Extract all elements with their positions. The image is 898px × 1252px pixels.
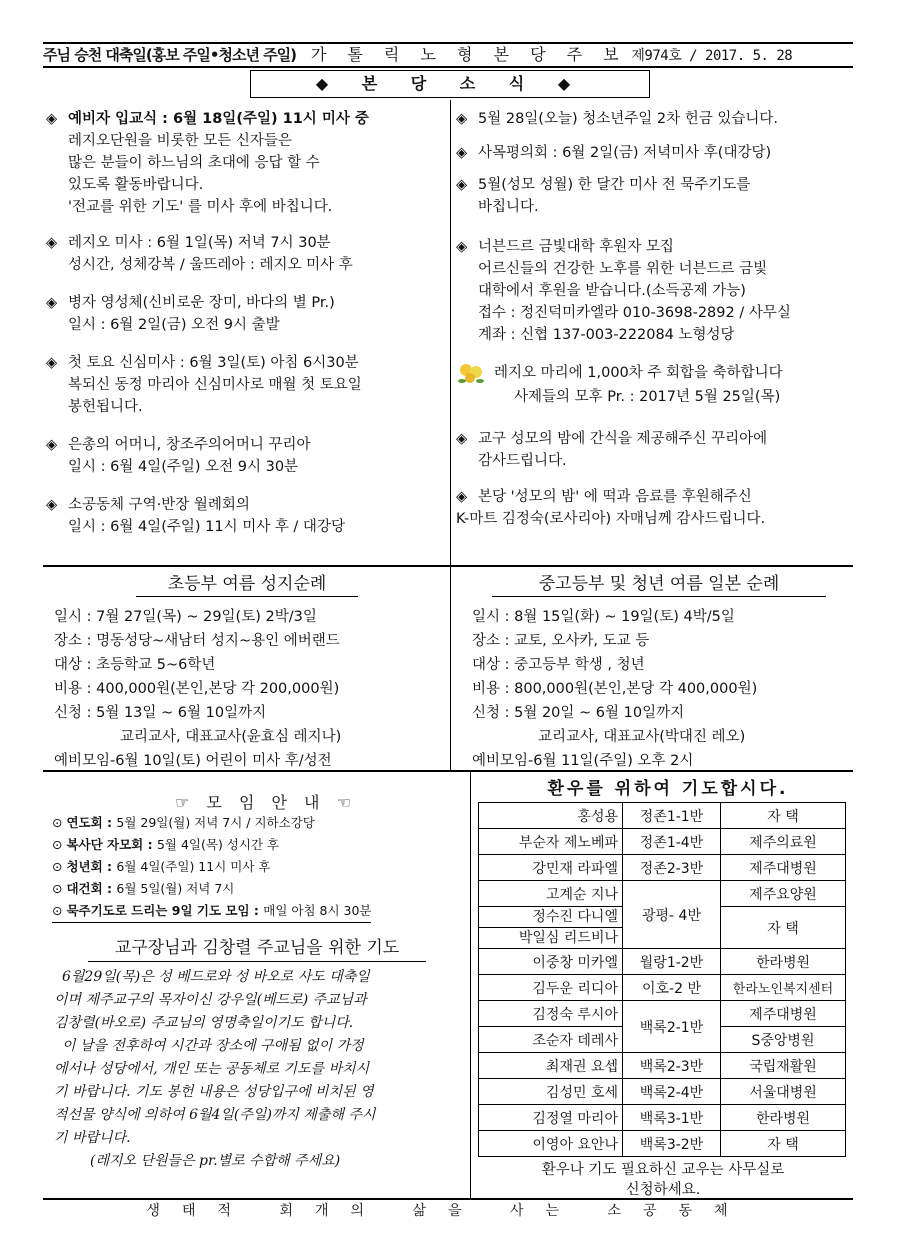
- news-text: 레지오 미사 : 6월 1일(목) 저녁 7시 30분: [68, 235, 331, 251]
- divider: [43, 565, 853, 567]
- news-text: 바칩니다.: [478, 199, 539, 215]
- sick-area: 백록2-1반: [623, 1001, 721, 1053]
- sick-place: 제주대병원: [721, 1001, 846, 1027]
- news-line: [46, 292, 446, 314]
- meeting-item: [52, 856, 371, 878]
- youth-trip-title: 중고등부 및 청년 여름 일본 순례: [492, 572, 826, 597]
- news-text: 레지오단원을 비롯한 모든 신자들은: [68, 133, 292, 149]
- sick-name: 이중창 미카엘: [479, 949, 623, 975]
- news-line: [46, 516, 446, 538]
- sick-place: 한라병원: [721, 949, 846, 975]
- sick-area: 월랑1-2반: [623, 949, 721, 975]
- sick-name: 김정숙 루시아: [479, 1001, 623, 1027]
- news-line: [456, 108, 854, 130]
- sick-name: 김두운 리디아: [479, 975, 623, 1001]
- news-text: 병자 영성체(신비로운 장미, 바다의 별 Pr.): [68, 295, 335, 311]
- trip-line: 일시 : 7월 27일(목) ~ 29일(토) 2박/3일: [54, 609, 317, 625]
- diamond-bullet-icon: ◈: [46, 355, 58, 371]
- trip-line: 대상 : 초등학교 5~6학년: [54, 657, 216, 673]
- news-text: 너븐드르 금빛대학 후원자 모집: [478, 239, 674, 255]
- news-text: 접수 : 정진덕미카엘라 010-3698-2892 / 사무실: [478, 305, 791, 321]
- sick-place: 제주의료원: [721, 829, 846, 855]
- news-line: [456, 360, 854, 386]
- header-issue: 제974호 / 2017. 5. 28: [631, 48, 793, 64]
- sick-area: 정존2-3반: [623, 855, 721, 881]
- news-line: [46, 108, 446, 130]
- prayer-line: 적선물 양식에 의하여 6월4일(주일)까지 제출해 주시: [54, 1107, 376, 1123]
- news-text: 성시간, 성체강복 / 울뜨레아 : 레지오 미사 후: [68, 257, 353, 273]
- news-item: [456, 174, 854, 218]
- parish-news-title: ◆ 본 당 소 식 ◆: [250, 70, 650, 98]
- trip-line: 교리교사, 대표교사(윤효심 레지나): [120, 729, 342, 745]
- news-line: [46, 196, 446, 218]
- sick-note-line: 신청하세요.: [625, 1182, 701, 1198]
- sick-place: 한라병원: [721, 1105, 846, 1131]
- sick-name: 고계순 지나: [479, 881, 623, 907]
- sick-area: 정존1-1반: [623, 803, 721, 829]
- news-text: 레지오 마리에 1,000차 주 회합을 축하합니다: [494, 365, 783, 381]
- diamond-bullet-icon: ◈: [456, 489, 468, 505]
- news-text: 첫 토요 신심미사 : 6월 3일(토) 아침 6시30분: [68, 355, 359, 371]
- meeting-detail: 매일 아침 8시 30분: [263, 903, 372, 918]
- prayer-line: (레지오 단원들은 pr.별로 수합해 주세요): [90, 1153, 341, 1169]
- meeting-detail: 6월 4일(주일) 11시 미사 후: [116, 859, 271, 874]
- trip-line: 신청 : 5월 13일 ~ 6월 10일까지: [54, 705, 267, 721]
- trip-line: 일시 : 8월 15일(화) ~ 19일(토) 4박/5일: [472, 609, 735, 625]
- meeting-item: [52, 834, 371, 856]
- news-line: [456, 196, 854, 218]
- meetings-title: ☞ 모 임 안 내 ☜: [175, 793, 357, 812]
- news-text: '전교를 위한 기도' 를 미사 후에 바칩니다.: [68, 199, 333, 215]
- news-line: [46, 396, 446, 418]
- news-text: K-마트 김정숙(로사리아) 자매님께 감사드립니다.: [456, 511, 766, 527]
- elementary-trip-title: 초등부 여름 성지순례: [136, 572, 358, 597]
- news-item: [456, 486, 854, 530]
- prayer-text: [54, 966, 464, 1173]
- youth-trip-details: [472, 605, 757, 773]
- prayer-title: 교구장님과 김창렬 주교님을 위한 기도: [88, 935, 426, 962]
- trip-line: 장소 : 교토, 오사카, 도교 등: [472, 633, 650, 649]
- diamond-bullet-icon: ◈: [456, 239, 468, 255]
- news-item: [46, 232, 446, 276]
- sick-row: [479, 1053, 846, 1079]
- trip-line: 예비모임-6월 11일(주일) 오후 2시: [472, 753, 694, 769]
- trip-line: 비용 : 800,000원(본인,본당 각 400,000원): [472, 681, 758, 697]
- bulletin-header: [43, 42, 853, 68]
- sick-place: 제주요양원: [721, 881, 846, 907]
- news-text: 5월(성모 성월) 한 달간 미사 전 묵주기도를: [478, 177, 751, 193]
- sick-place: 자 택: [721, 803, 846, 829]
- news-text: 사제들의 모후 Pr. : 2017년 5월 25일(목): [514, 389, 781, 405]
- sick-area: 광평- 4반: [623, 881, 721, 949]
- news-text: 일시 : 6월 4일(주일) 11시 미사 후 / 대강당: [68, 519, 345, 535]
- circle-dot-icon: ⊙: [52, 837, 67, 852]
- trip-line: 교리교사, 대표교사(박대진 레오): [538, 729, 746, 745]
- sick-name: 정수진 다니엘: [479, 907, 623, 928]
- diamond-bullet-icon: ◈: [46, 235, 58, 251]
- news-text: 본당 '성모의 밤' 에 떡과 음료를 후원해주신: [478, 489, 752, 505]
- news-text: 일시 : 6월 4일(주일) 오전 9시 30분: [68, 459, 299, 475]
- news-text: 은총의 어머니, 창조주의어머니 꾸리아: [68, 437, 311, 453]
- news-line: [456, 386, 854, 408]
- diamond-bullet-icon: ◈: [456, 431, 468, 447]
- news-line: [456, 450, 854, 472]
- circle-dot-icon: ⊙: [52, 881, 67, 896]
- news-text: 소공동체 구역·반장 월례회의: [68, 497, 250, 513]
- news-text: 복되신 동정 마리아 신심미사로 매월 첫 토요일: [68, 377, 362, 393]
- news-text: 교구 성모의 밤에 간식을 제공해주신 꾸리아에: [478, 431, 768, 447]
- news-item: [46, 494, 446, 538]
- circle-dot-icon: ⊙: [52, 859, 67, 874]
- sick-place: 제주대병원: [721, 855, 846, 881]
- news-line: [46, 314, 446, 336]
- news-text: 어르신들의 건강한 노후를 위한 너븐드르 금빛: [478, 261, 768, 277]
- meeting-name: 복사단 자모회 :: [66, 837, 157, 852]
- meeting-item: [52, 900, 371, 923]
- trip-line: 예비모임-6월 10일(토) 어린이 미사 후/성전: [54, 753, 332, 769]
- sick-note-line: 환우나 기도 필요하신 교우는 사무실로: [541, 1162, 785, 1178]
- news-item: [456, 428, 854, 472]
- prayer-line: 김창렬(바오로) 주교님의 영명축일이기도 합니다.: [54, 1015, 354, 1031]
- news-line: [456, 236, 854, 258]
- right-news-column: [456, 108, 854, 530]
- news-line: [456, 258, 854, 280]
- news-text: 감사드립니다.: [478, 453, 567, 469]
- flower-icon: [456, 360, 494, 386]
- news-text: 일시 : 6월 2일(금) 오전 9시 출발: [68, 317, 280, 333]
- sick-area: 정존1-4반: [623, 829, 721, 855]
- news-item: [46, 434, 446, 478]
- sick-name: 부순자 제노베파: [479, 829, 623, 855]
- sick-name: 박일심 리드비나: [479, 928, 623, 949]
- meeting-detail: 5월 29일(월) 저녁 7시 / 지하소강당: [116, 815, 315, 830]
- left-news-column: [46, 108, 446, 552]
- sick-name: 김성민 호세: [479, 1079, 623, 1105]
- news-line: [456, 174, 854, 196]
- news-text: 사목평의회 : 6월 2일(금) 저녁미사 후(대강당): [478, 145, 772, 161]
- sick-place: 국립재활원: [721, 1053, 846, 1079]
- sick-place: 서울대병원: [721, 1079, 846, 1105]
- news-line: [456, 508, 854, 530]
- sick-row: [479, 1001, 846, 1027]
- sick-row: [479, 855, 846, 881]
- sick-row: [479, 949, 846, 975]
- meeting-detail: 5월 4일(목) 성시간 후: [156, 837, 280, 852]
- news-line: [46, 130, 446, 152]
- sick-place: 자 택: [721, 907, 846, 949]
- trip-line: 신청 : 5월 20일 ~ 6월 10일까지: [472, 705, 685, 721]
- sick-area: 이호-2 반: [623, 975, 721, 1001]
- trip-divider: [450, 565, 451, 770]
- sick-area: 백록3-2반: [623, 1131, 721, 1157]
- news-item: [456, 108, 854, 130]
- news-text: 봉헌됩니다.: [68, 399, 143, 415]
- prayer-line: 기 바랍니다.: [54, 1130, 131, 1146]
- news-item: [456, 142, 854, 164]
- sick-name: 최재권 요셉: [479, 1053, 623, 1079]
- news-line: [456, 428, 854, 450]
- meeting-name: 청년회 :: [66, 859, 117, 874]
- trip-line: 비용 : 400,000원(본인,본당 각 200,000원): [54, 681, 340, 697]
- news-line: [456, 324, 854, 346]
- prayer-line: 에서나 성당에서, 개인 또는 공동체로 기도를 바치시: [54, 1061, 370, 1077]
- sick-row: [479, 829, 846, 855]
- sick-prayer-title: 환우를 위하여 기도합시다.: [547, 779, 789, 799]
- news-text: 5월 28일(오늘) 청소년주일 2차 헌금 있습니다.: [478, 111, 778, 127]
- news-text: 많은 분들이 하느님의 초대에 응답 할 수: [68, 155, 320, 171]
- diamond-bullet-icon: ◈: [46, 437, 58, 453]
- meetings-list: [52, 812, 371, 923]
- prayer-line: 6월29일(목)은 성 베드로와 성 바오로 사도 대축일: [62, 969, 370, 985]
- bottom-divider: [470, 770, 471, 1198]
- meeting-name: 묵주기도로 드리는 9일 기도 모임 :: [66, 903, 264, 918]
- meeting-detail: 6월 5일(월) 저녁 7시: [116, 881, 235, 896]
- sick-name: 홍성용: [479, 803, 623, 829]
- sick-row: [479, 803, 846, 829]
- sick-place: 자 택: [721, 1131, 846, 1157]
- news-text: 대학에서 후원을 받습니다.(소득공제 가능): [478, 283, 746, 299]
- news-item: [46, 108, 446, 218]
- footer-slogan: 생태적 회개의 삶을 사는 소공동체: [43, 1198, 853, 1222]
- sick-name: 조순자 데레사: [479, 1027, 623, 1053]
- diamond-bullet-icon: ◈: [46, 497, 58, 513]
- diamond-bullet-icon: ◈: [456, 145, 468, 161]
- sick-row: [479, 1105, 846, 1131]
- diamond-bullet-icon: ◈: [456, 111, 468, 127]
- trip-line: 대상 : 중고등부 학생 , 청년: [472, 657, 645, 673]
- sick-name: 이영아 요안나: [479, 1131, 623, 1157]
- news-line: [456, 486, 854, 508]
- news-text: 있도록 활동바랍니다.: [68, 177, 204, 193]
- trip-line: 장소 : 명동성당~새남터 성지~용인 에버랜드: [54, 633, 340, 649]
- meeting-name: 연도회 :: [66, 815, 117, 830]
- meeting-item: [52, 812, 371, 834]
- news-line: [46, 352, 446, 374]
- diamond-bullet-icon: ◈: [46, 295, 58, 311]
- news-item: [46, 352, 446, 418]
- news-line: [456, 142, 854, 164]
- news-line: [46, 232, 446, 254]
- sick-note: [482, 1160, 844, 1200]
- news-text: 계좌 : 신협 137-003-222084 노형성당: [478, 327, 735, 343]
- news-line: [46, 456, 446, 478]
- news-item: [46, 292, 446, 336]
- sick-row: [479, 1131, 846, 1157]
- news-line: [456, 280, 854, 302]
- circle-dot-icon: ⊙: [52, 815, 67, 830]
- column-divider: [450, 100, 451, 565]
- prayer-line: 이 날을 전후하여 시간과 장소에 구애됨 없이 가정: [62, 1038, 364, 1054]
- news-line: [46, 434, 446, 456]
- sick-row: [479, 881, 846, 907]
- news-line: [456, 302, 854, 324]
- sick-place: 한라노인복지센터: [721, 975, 846, 1001]
- news-line: [46, 374, 446, 396]
- prayer-line: 기 바랍니다. 기도 봉헌 내용은 성당입구에 비치된 영: [54, 1084, 374, 1100]
- news-text: 예비자 입교식 : 6월 18일(주일) 11시 미사 중: [68, 111, 369, 127]
- news-line: [46, 174, 446, 196]
- meeting-name: 대건회 :: [66, 881, 117, 896]
- news-item: [456, 360, 854, 408]
- diamond-bullet-icon: ◈: [46, 111, 58, 127]
- diamond-bullet-icon: ◈: [456, 177, 468, 193]
- prayer-line: 이며 제주교구의 목자이신 강우일(베드로) 주교님과: [54, 992, 367, 1008]
- sick-row: [479, 975, 846, 1001]
- circle-dot-icon: ⊙: [52, 903, 67, 918]
- news-line: [46, 152, 446, 174]
- header-parish-bulletin: 가 톨 릭 노 형 본 당 주 보: [310, 45, 627, 64]
- divider: [43, 770, 853, 772]
- news-item: [456, 236, 854, 346]
- sick-area: 백록2-3반: [623, 1053, 721, 1079]
- meeting-item: [52, 878, 371, 900]
- sick-place: S중앙병원: [721, 1027, 846, 1053]
- news-line: [46, 494, 446, 516]
- sick-area: 백록2-4반: [623, 1079, 721, 1105]
- sick-name: 강민재 라파엘: [479, 855, 623, 881]
- elementary-trip-details: [54, 605, 341, 773]
- news-line: [46, 254, 446, 276]
- sick-name: 김정열 마리아: [479, 1105, 623, 1131]
- sick-row: [479, 1079, 846, 1105]
- sick-table: [478, 802, 846, 1157]
- header-feast: 주님 승천 대축일(홍보 주일•청소년 주일): [43, 46, 297, 64]
- sick-area: 백록3-1반: [623, 1105, 721, 1131]
